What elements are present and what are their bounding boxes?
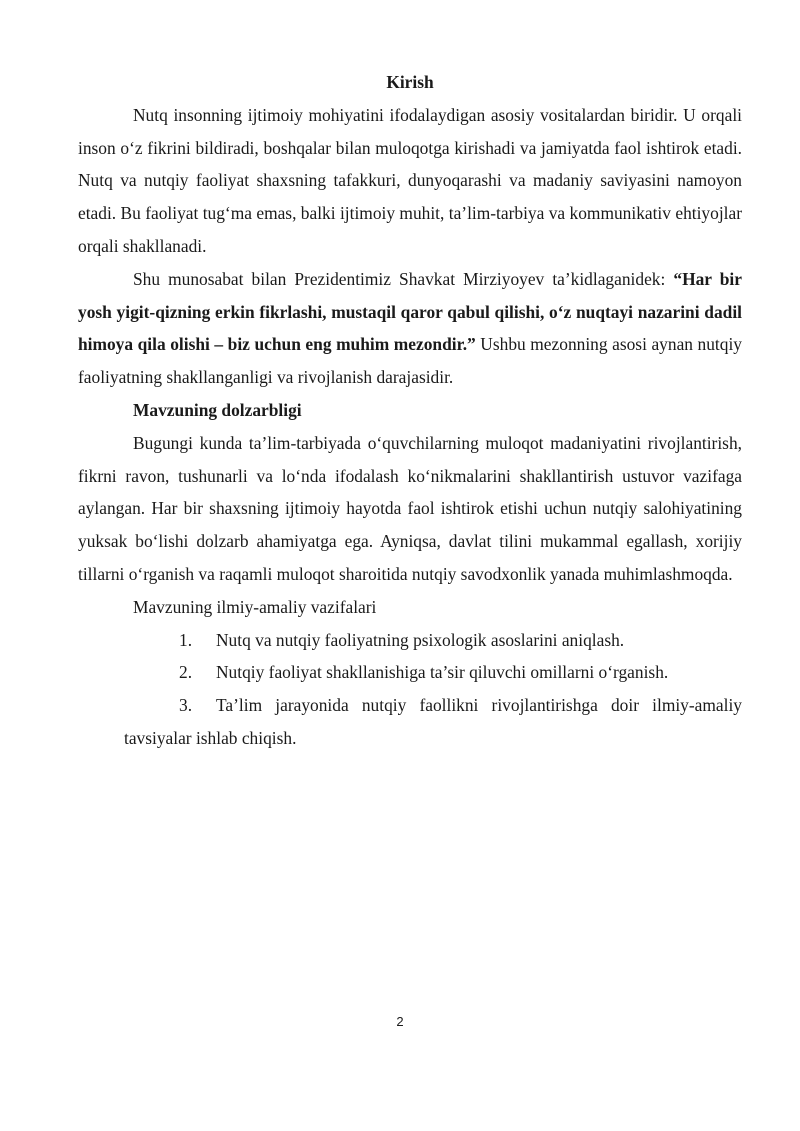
section-title: Kirish (386, 72, 434, 92)
list-item-text: Nutqiy faoliyat shakllanishiga ta’sir qiluvchi omillarni o‘rganish. (216, 662, 669, 683)
list-item (78, 689, 742, 755)
list-item-number: 1. (179, 629, 193, 650)
document-page (78, 66, 742, 755)
list-item (78, 624, 742, 657)
list-item-text: Ta’lim jarayonida nutqiy faollikni rivojlantirishga doir ilmiy-amaliy tavsiyalar ishlab chiqish. (124, 695, 742, 748)
relevance-heading: Mavzuning dolzarbligi (133, 399, 302, 420)
list-item-text: Nutq va nutqiy faoliyatning psixologik asoslarini aniqlash. (216, 629, 625, 650)
tasks-list (78, 624, 742, 755)
president-quote: “Har bir yosh yigit-qizning erkin fikrlashi, mustaqil qaror qabul qilishi, o‘z nuqtayi nazarini dadil himoya qila olishi – biz uchun eng muhim mezondir.” (78, 268, 742, 355)
list-item (78, 656, 742, 689)
list-item-number: 3. (179, 695, 193, 716)
list-item-number: 2. (179, 662, 193, 683)
page-number: 2 (396, 1014, 404, 1029)
tasks-heading: Mavzuning ilmiy-amaliy vazifalari (133, 596, 377, 617)
relevance-paragraph: Bugungi kunda ta’lim-tarbiyada o‘quvchilarning muloqot madaniyatini rivojlantirish, fikrni ravon, tushunarli va lo‘nda ifodalash ko‘nikmalarini shakllantirish ustuvor vazifaga aylangan. Har bir shaxsning ijtimoiy hayotda faol ishtirok etishi uchun nutqiy salohiyatining yuksak bo‘lishi dolzarb ahamiyatga ega. Ayniqsa, davlat tilini mukammal egallash, xorijiy tillarni o‘rganish va raqamli muloqot sharoitida nutqiy savodxonlik yanada muhimlashmoqda. (78, 432, 742, 584)
quote-paragraph (78, 263, 742, 394)
intro-paragraph: Nutq insonning ijtimoiy mohiyatini ifodalaydigan asosiy vositalardan biridir. U orqali inson o‘z fikrini bildiradi, boshqalar bilan muloqotga kirishadi va jamiyatda faol ishtirok etadi. Nutq va nutqiy faoliyat shaxsning tafakkuri, dunyoqarashi va madaniy saviyasini namoyon etadi. Bu faoliyat tug‘ma emas, balki ijtimoiy muhit, ta’lim-tarbiya va kommunikativ ehtiyojlar orqali shakllanadi. (78, 104, 742, 256)
quote-tail: Ushbu mezonning asosi aynan nutqiy faoliyatning shakllanganligi va rivojlanish darajasidir. (78, 334, 742, 388)
quote-lead: Shu munosabat bilan Prezidentimiz Shavkat Mirziyoyev ta’kidlaganidek: (133, 268, 674, 289)
